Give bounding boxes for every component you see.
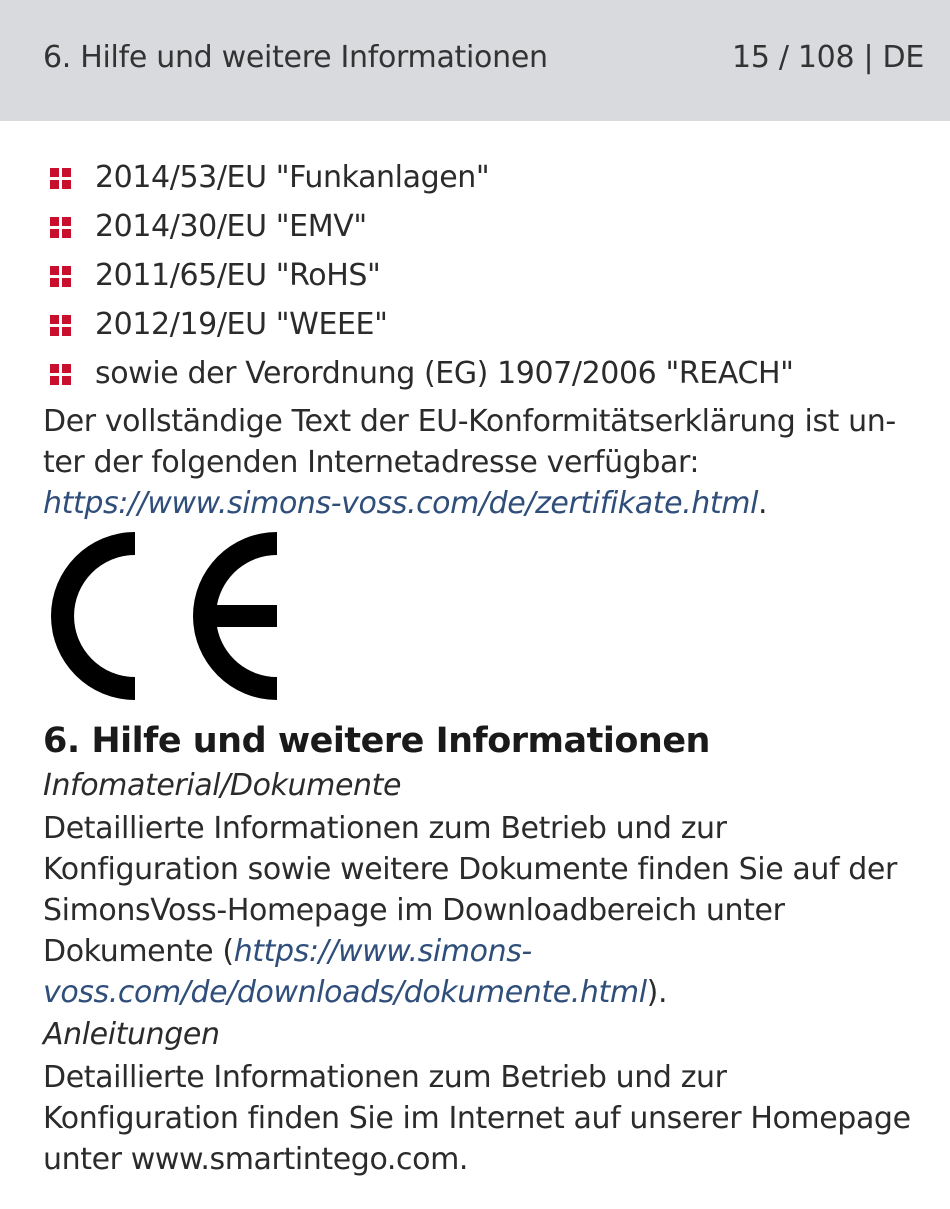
downloads-link[interactable]: https://www.simons-voss.com/de/downloads/dokumente.html: [43, 934, 647, 1010]
list-item: [43, 156, 928, 205]
section-heading: 6. Hilfe und weitere Informationen: [43, 721, 710, 761]
info-text: Detaillierte Informationen zum Betrieb und zur Konfiguration sowie weitere Dokumente finden Sie auf der SimonsVoss-Homepage im Downloadbereich unter Dokumente (: [43, 811, 897, 969]
list-item: [43, 303, 928, 352]
manuals-subheading: Anleitungen: [43, 1017, 220, 1052]
directive-list: [43, 156, 928, 401]
conformity-period: .: [758, 486, 768, 521]
manuals-paragraph: Detaillierte Informationen zum Betrieb und zur Konfiguration finden Sie im Internet auf unserer Homepage unter www.smartintego.com.: [43, 1060, 911, 1177]
bullet-icon: [50, 315, 72, 337]
certificates-link[interactable]: https://www.simons-voss.com/de/zertifikate.html: [43, 486, 759, 521]
info-subheading: Infomaterial/Dokumente: [43, 768, 402, 803]
bullet-icon: [50, 364, 72, 386]
page-content: [43, 156, 928, 1180]
directive-text: sowie der Verordnung (EG) 1907/2006 "REACH": [95, 356, 794, 391]
directive-text: 2011/65/EU "RoHS": [95, 258, 381, 293]
bullet-icon: [50, 266, 72, 288]
bullet-icon: [50, 168, 72, 190]
list-item: [43, 254, 928, 303]
page-header: [0, 0, 950, 121]
directive-text: 2014/30/EU "EMV": [95, 209, 367, 244]
directive-text: 2012/19/EU "WEEE": [95, 307, 388, 342]
list-item: [43, 352, 928, 401]
info-text-end: ).: [646, 975, 668, 1010]
directive-text: 2014/53/EU "Funkanlagen": [95, 160, 490, 195]
header-chapter-title: 6. Hilfe und weitere Informationen: [43, 40, 548, 75]
bullet-icon: [50, 217, 72, 239]
header-page-indicator: 15 / 108 | DE: [732, 40, 924, 75]
list-item: [43, 205, 928, 254]
conformity-paragraph: [43, 401, 928, 524]
ce-mark-icon: [43, 532, 277, 700]
conformity-text: Der vollständige Text der EU-Konformitätserklärung ist un-ter der folgenden Internetadresse verfügbar:: [43, 404, 896, 480]
info-paragraph: [43, 808, 928, 1013]
